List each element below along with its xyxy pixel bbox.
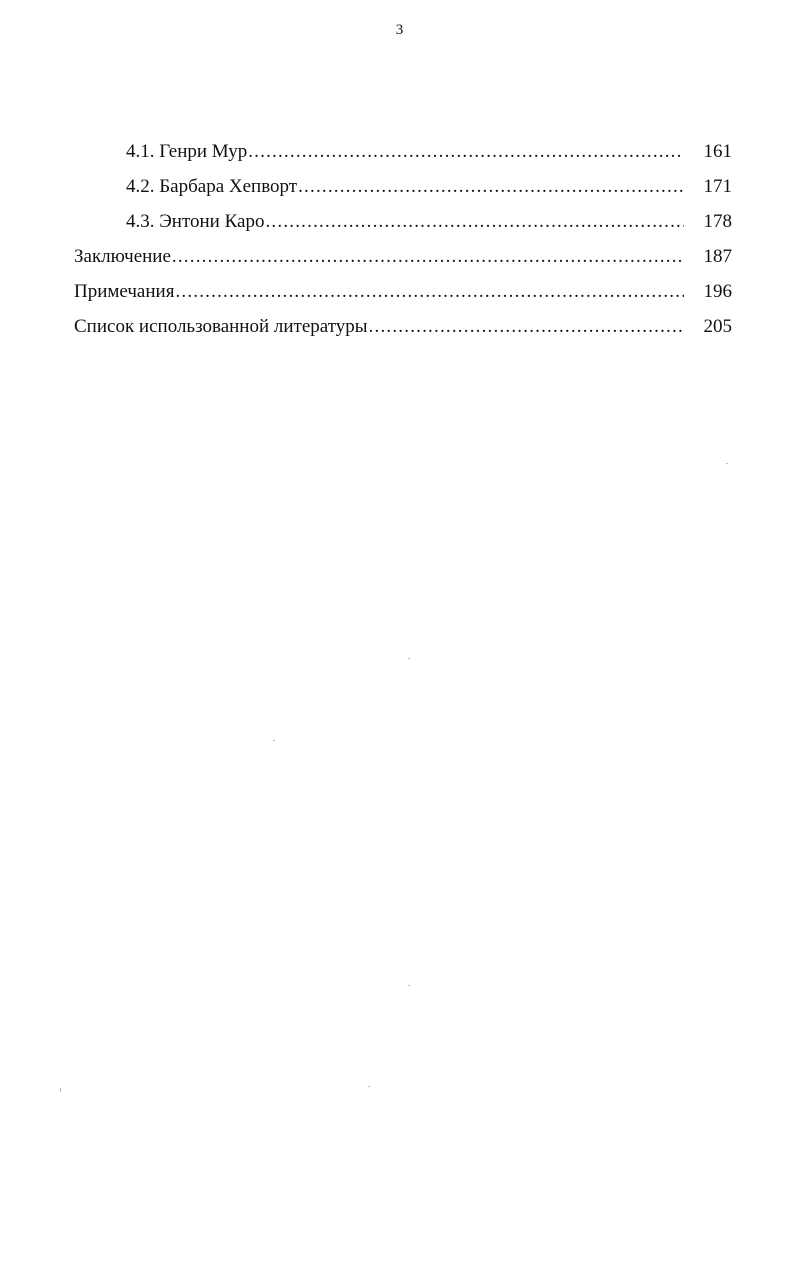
scan-speck [368,1086,370,1087]
toc-dot-leader [175,278,684,306]
toc-entry-notes [74,278,732,313]
table-of-contents [74,138,732,348]
toc-entry-title: 4.3. Энтони Каро [126,211,265,232]
toc-entry-4-1 [74,138,732,173]
toc-entry-title: 4.2. Барбара Хепворт [126,176,298,197]
toc-entry-title: Список использованной литературы [74,316,368,337]
toc-entry-title: Примечания [74,281,175,302]
toc-entry-bibliography [74,313,732,348]
scan-speck [408,985,410,986]
scan-speck [273,740,275,741]
toc-entry-page: 187 [703,246,732,267]
toc-entry-4-2 [74,173,732,208]
toc-dot-leader [172,243,684,271]
toc-entry-page: 178 [703,211,732,232]
scan-speck [408,658,410,659]
toc-dot-leader [265,208,684,236]
toc-entry-page: 196 [703,281,732,302]
toc-entry-title: 4.1. Генри Мур [126,141,248,162]
toc-dot-leader [298,173,684,201]
toc-entry-title: Заключение [74,246,171,267]
toc-dot-leader [248,138,684,166]
toc-entry-4-3 [74,208,732,243]
scan-speck [726,463,728,464]
toc-entry-conclusion [74,243,732,278]
scan-speck [60,1088,61,1092]
toc-entry-page: 161 [703,141,732,162]
toc-dot-leader [369,313,684,341]
toc-entry-page: 205 [703,316,732,337]
toc-entry-page: 171 [703,176,732,197]
page-number: 3 [395,22,404,38]
